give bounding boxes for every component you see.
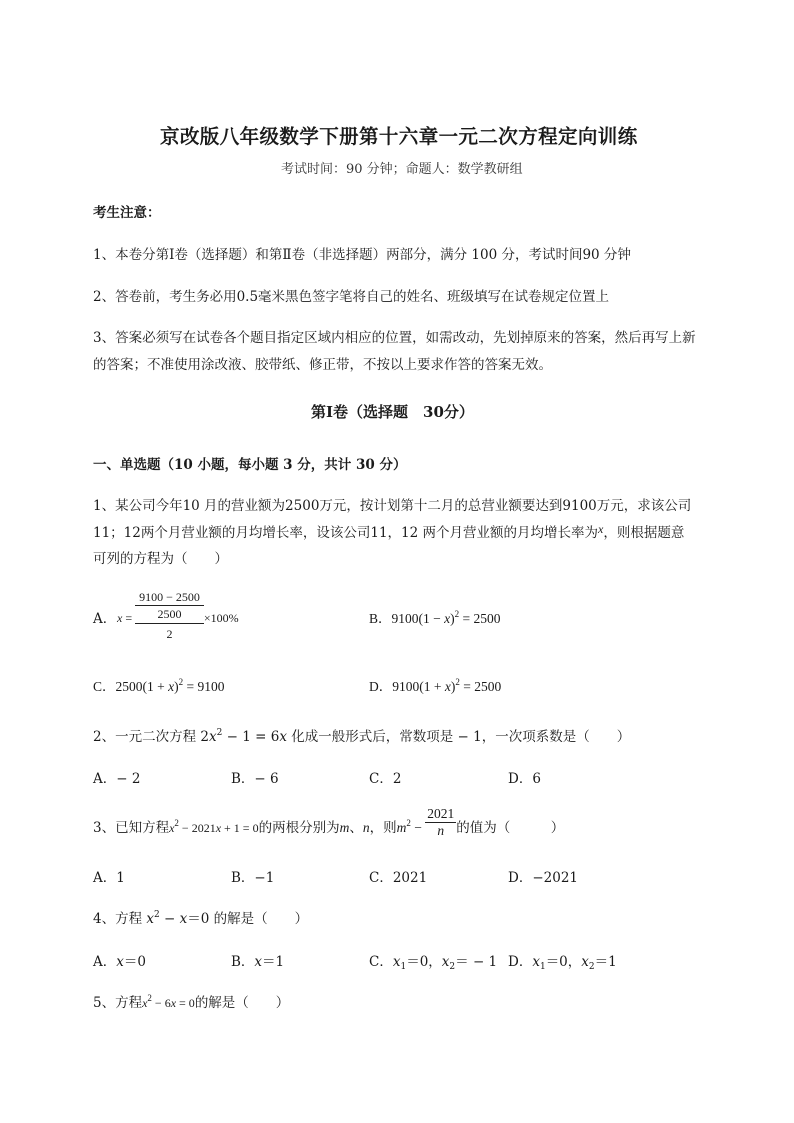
- q1-line2-tail: ，则根据题意: [603, 525, 685, 541]
- question-5-stem: [93, 991, 289, 1011]
- q4-x1: x: [146, 911, 155, 927]
- q1-d-close: ): [450, 679, 456, 694]
- exam-info: 考试时间：90 分钟；命题人：数学教研组: [281, 162, 523, 177]
- q3-expression: [397, 820, 426, 835]
- q1-option-c[interactable]: [93, 675, 225, 695]
- q4-a-var: x: [116, 954, 124, 970]
- q1-d-coef: 9100: [392, 679, 420, 694]
- q3-text-c: ，则: [369, 820, 397, 836]
- q2-option-c[interactable]: C．2: [369, 771, 402, 787]
- q1-a-inner-denominator: 2500: [135, 605, 204, 624]
- q1-c-open: (1 +: [142, 679, 169, 694]
- q1-line2-text: 11；12两个月营业额的月均增长率，设该公司11，12 两个月营业额的月均增长率为: [93, 525, 599, 541]
- q4-c-v1: x: [392, 954, 401, 970]
- q4-d-s2: 2: [588, 962, 595, 972]
- q1-b-coef: 9100: [391, 611, 419, 626]
- q1-c-coef: 2500: [115, 679, 143, 694]
- q3-equation: [169, 818, 259, 835]
- q1-b-var: x: [444, 611, 451, 626]
- question-3-stem: [93, 806, 564, 839]
- q4-option-b[interactable]: [231, 950, 284, 970]
- q1-b-open: (1 −: [418, 611, 445, 626]
- q1-a-eq: =: [122, 611, 136, 625]
- q4-b-val: ＝1: [262, 954, 285, 970]
- q4-d-s1: 1: [539, 962, 546, 972]
- q4-c-val1: ＝0，: [406, 954, 442, 970]
- q3-text-d: 的值为（ ）: [456, 820, 565, 836]
- q5-x1: x: [142, 996, 148, 1010]
- q3-sep: 、: [349, 820, 363, 836]
- q1-c-exp: 2: [178, 677, 184, 687]
- q5-x2: x: [170, 996, 177, 1010]
- q4-a-val: ＝0: [123, 954, 146, 970]
- notice-heading: 考生注意：: [93, 205, 161, 221]
- q4-x2: x: [179, 911, 188, 927]
- q5-text-b: − 6: [151, 996, 171, 1010]
- q3-eq-rest: − 2021: [178, 821, 216, 835]
- q3-fraction: [425, 806, 456, 839]
- q1-d-exp: 2: [455, 677, 460, 687]
- q1-d-var: x: [444, 679, 451, 694]
- q1-c-label: C．: [93, 679, 116, 694]
- q4-text-b: −: [159, 911, 180, 927]
- page-title: 京改版八年级数学下册第十六章一元二次方程定向训练: [160, 125, 638, 148]
- q4-d-v2: x: [581, 954, 589, 970]
- q1-a-denominator: 2: [166, 627, 173, 641]
- part-title: 第Ⅰ卷（选择题 30分）: [311, 403, 474, 421]
- q3-text-a: 3、已知方程: [93, 820, 170, 836]
- q5-text-a: 5、方程: [93, 995, 143, 1011]
- q4-option-a[interactable]: [93, 950, 146, 970]
- q3-minus: −: [410, 820, 426, 835]
- q1-option-b[interactable]: [369, 607, 501, 627]
- q4-c-v2: x: [441, 954, 450, 970]
- q3-m2: m: [396, 820, 407, 835]
- q3-option-c[interactable]: C．2021: [369, 870, 428, 886]
- q1-variable: x: [598, 522, 604, 536]
- q3-frac-den: n: [437, 823, 445, 838]
- q3-eq-exp: 2: [174, 818, 179, 828]
- section-heading: 一、单选题（10 小题，每小题 3 分，共计 30 分）: [93, 457, 407, 473]
- q4-a-label: A．: [93, 954, 117, 970]
- q1-d-open: (1 +: [419, 679, 445, 694]
- q1-d-label: D．: [369, 679, 393, 694]
- q1-a-numerator: 9100 − 2500: [139, 590, 200, 604]
- q4-c-s1: 1: [400, 962, 407, 972]
- q4-option-d[interactable]: [508, 950, 617, 970]
- q1-option-a-formula[interactable]: [117, 590, 239, 642]
- notice-item-3: 3、答案必须写在试卷各个题目指定区域内相应的位置，如需改动，先划掉原来的答案，然后再写上新: [93, 330, 696, 346]
- q3-n: n: [362, 820, 370, 835]
- q3-eq-x2: x: [215, 821, 222, 835]
- q1-d-rhs: = 2500: [459, 679, 502, 694]
- q2-option-d[interactable]: D．6: [508, 771, 541, 787]
- q4-d-val2: ＝1: [594, 954, 617, 970]
- q1-a-x: x: [117, 611, 123, 625]
- notice-item-3-cont: 的答案；不准使用涂改液、胶带纸、修正带，不按以上要求作答的答案无效。: [93, 357, 552, 373]
- question-1-line-3: 可列的方程为（ ）: [93, 551, 228, 567]
- q1-a-tail: ×100%: [203, 611, 239, 625]
- notice-item-2: 2、答卷前，考生务必用0.5毫米黑色签字笔将自己的姓名、班级填写在试卷规定位置上: [93, 289, 610, 305]
- q1-option-d[interactable]: [369, 675, 501, 695]
- q5-equation: [142, 993, 195, 1010]
- q3-text-b: 的两根分别为: [258, 820, 340, 836]
- q1-a-fraction: [135, 590, 204, 642]
- q4-text-a: 4、方程: [93, 911, 147, 927]
- q1-c-close: ): [174, 679, 179, 694]
- question-4-stem: [93, 907, 308, 927]
- q5-exp: 2: [147, 993, 152, 1003]
- question-1-line-2: [93, 521, 684, 541]
- question-1-line-1: 1、某公司今年10 月的营业额为2500万元，按计划第十二月的总营业额要达到9100万元，求该公司: [93, 498, 692, 514]
- q4-c-label: C．: [369, 954, 393, 970]
- q3-option-b[interactable]: B．−1: [231, 870, 275, 886]
- q2-option-a[interactable]: A．− 2: [93, 771, 141, 787]
- notice-item-1: 1、本卷分第Ⅰ卷（选择题）和第Ⅱ卷（非选择题）两部分，满分 100 分，考试时间90 分钟: [93, 247, 631, 263]
- q3-m: m: [339, 820, 350, 835]
- q4-d-val1: ＝0，: [545, 954, 582, 970]
- q5-text-c: = 0: [176, 996, 195, 1010]
- q3-option-d[interactable]: D．−2021: [508, 870, 578, 886]
- q4-option-c[interactable]: [369, 950, 497, 970]
- q1-c-rhs: = 9100: [183, 679, 225, 694]
- q4-d-v1: x: [532, 954, 540, 970]
- q2-text-c: 化成一般形式后，常数项是 − 1，一次项系数是（ ）: [286, 729, 631, 745]
- q2-var-2: x: [279, 729, 287, 745]
- q4-c-s2: 2: [449, 962, 456, 972]
- q1-b-exp: 2: [454, 609, 460, 619]
- q1-b-label: B．: [369, 611, 392, 626]
- q3-m2-exp: 2: [406, 818, 411, 828]
- q4-text-c: ＝0 的解是（ ）: [187, 911, 309, 927]
- q2-option-b[interactable]: B．− 6: [231, 771, 279, 787]
- q2-var-1: x: [208, 729, 217, 745]
- q1-b-close: ): [450, 611, 455, 626]
- q4-b-label: B．: [231, 954, 255, 970]
- q2-text-a: 2、一元二次方程 2: [93, 729, 209, 745]
- q2-text-b: − 1 = 6: [222, 729, 280, 745]
- q3-option-a[interactable]: A．1: [93, 870, 125, 886]
- q4-exp: 2: [154, 910, 160, 920]
- q5-text-d: 的解是（ ）: [194, 995, 290, 1011]
- q4-c-val2: ＝ − 1: [455, 954, 498, 970]
- question-2-stem: [93, 725, 630, 745]
- q4-b-var: x: [254, 954, 263, 970]
- q1-c-var: x: [168, 679, 175, 694]
- q1-b-rhs: = 2500: [459, 611, 501, 626]
- q2-exp: 2: [216, 728, 223, 738]
- q1-option-a-label[interactable]: A．: [93, 611, 117, 627]
- q3-frac-num: 2021: [427, 806, 455, 821]
- q3-eq-tail: + 1 = 0: [221, 821, 259, 835]
- q3-eq-x: x: [169, 821, 175, 835]
- q4-d-label: D．: [508, 954, 533, 970]
